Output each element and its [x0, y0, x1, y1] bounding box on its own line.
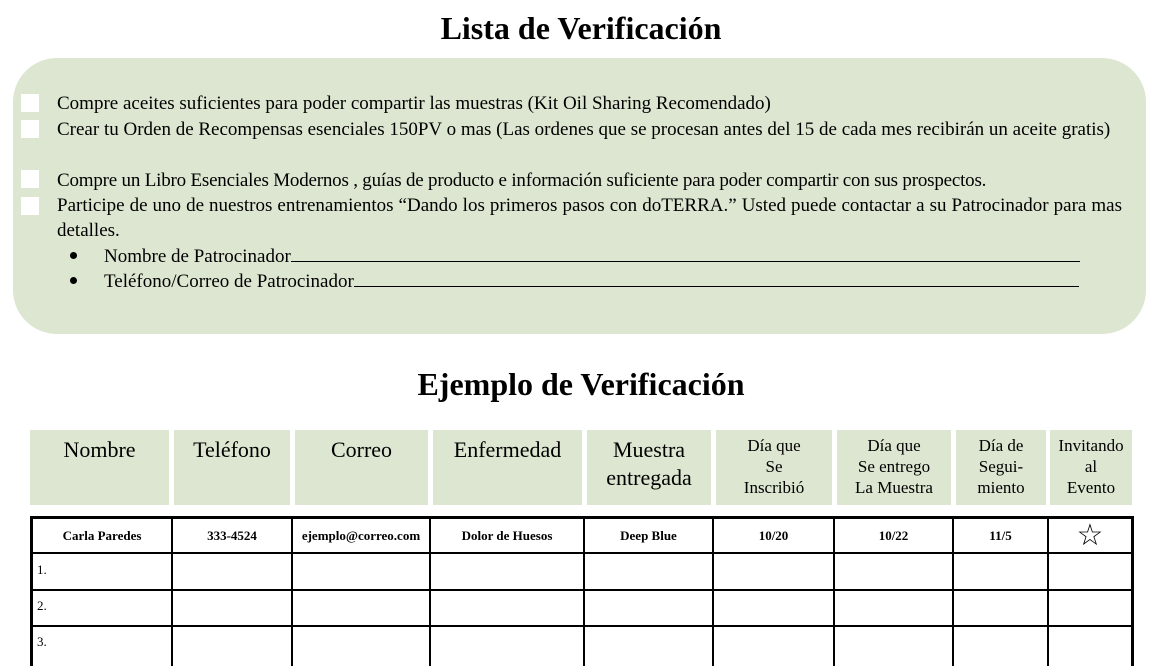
row-divider: [30, 625, 1134, 627]
sponsor-name-label: Nombre de Patrocinador: [104, 246, 291, 267]
star-icon: ☆: [1076, 518, 1104, 552]
header-nombre: Nombre: [30, 430, 169, 505]
bullet-icon: [70, 252, 77, 259]
cell-nombre: Carla Paredes: [62, 527, 142, 543]
checklist-item-4: Participe de uno de nuestros entrenamientos “Dando los primeros pasos con doTERRA.” Usted puede contactar a su Patrocinador para mas detalles.: [57, 195, 1122, 241]
cell-seguimiento: 11/5: [989, 527, 1012, 543]
checklist-item-3: Compre un Libro Esenciales Modernos , guías de producto e información suficiente para poder compartir con sus prospectos.: [57, 170, 987, 191]
checklist-item-2: Crear tu Orden de Recompensas esenciales 150PV o mas (Las ordenes que se procesan antes del 15 de cada mes recibirán un aceite gratis): [57, 119, 1111, 140]
row-divider: [30, 552, 1134, 554]
row-number: 1.: [37, 562, 47, 577]
checkbox-1[interactable]: [21, 94, 39, 112]
sponsor-contact-field[interactable]: [354, 268, 1079, 287]
sponsor-contact-row: [70, 268, 1079, 294]
cell-enfermedad: Dolor de Huesos: [461, 527, 553, 543]
header-correo: Correo: [295, 430, 428, 505]
sponsor-name-row: [70, 243, 1080, 269]
header-seguimiento: Día de Segui- miento: [956, 430, 1046, 505]
header-evento: Invitando al Evento: [1050, 430, 1132, 505]
header-muestra: Muestra entregada: [587, 430, 711, 505]
cell-telefono: 333-4524: [207, 527, 257, 543]
sponsor-contact-label: Teléfono/Correo de Patrocinador: [104, 271, 354, 292]
row-divider: [30, 589, 1134, 591]
header-enfermedad: Enfermedad: [433, 430, 582, 505]
example-title: Ejemplo de Verificación: [417, 366, 745, 402]
checkbox-3[interactable]: [21, 170, 39, 188]
row-number: 3.: [37, 634, 47, 649]
cell-dia-muestra: 10/22: [878, 527, 909, 543]
header-dia-inscribio: Día que Se Inscribió: [716, 430, 832, 505]
cell-correo: ejemplo@correo.com: [301, 527, 421, 543]
cell-muestra: Deep Blue: [620, 527, 677, 543]
bullet-icon: [70, 277, 77, 284]
checkbox-4[interactable]: [21, 197, 39, 215]
checklist-title: Lista de Verificación: [440, 10, 722, 46]
row-number: 2.: [37, 598, 47, 613]
header-telefono: Teléfono: [174, 430, 290, 505]
checklist-item-1: Compre aceites suficientes para poder compartir las muestras (Kit Oil Sharing Recomendado): [57, 93, 771, 114]
cell-dia-inscribio: 10/20: [758, 527, 789, 543]
checkbox-2[interactable]: [21, 120, 39, 138]
header-dia-muestra: Día que Se entrego La Muestra: [837, 430, 951, 505]
sponsor-name-field[interactable]: [291, 243, 1080, 262]
